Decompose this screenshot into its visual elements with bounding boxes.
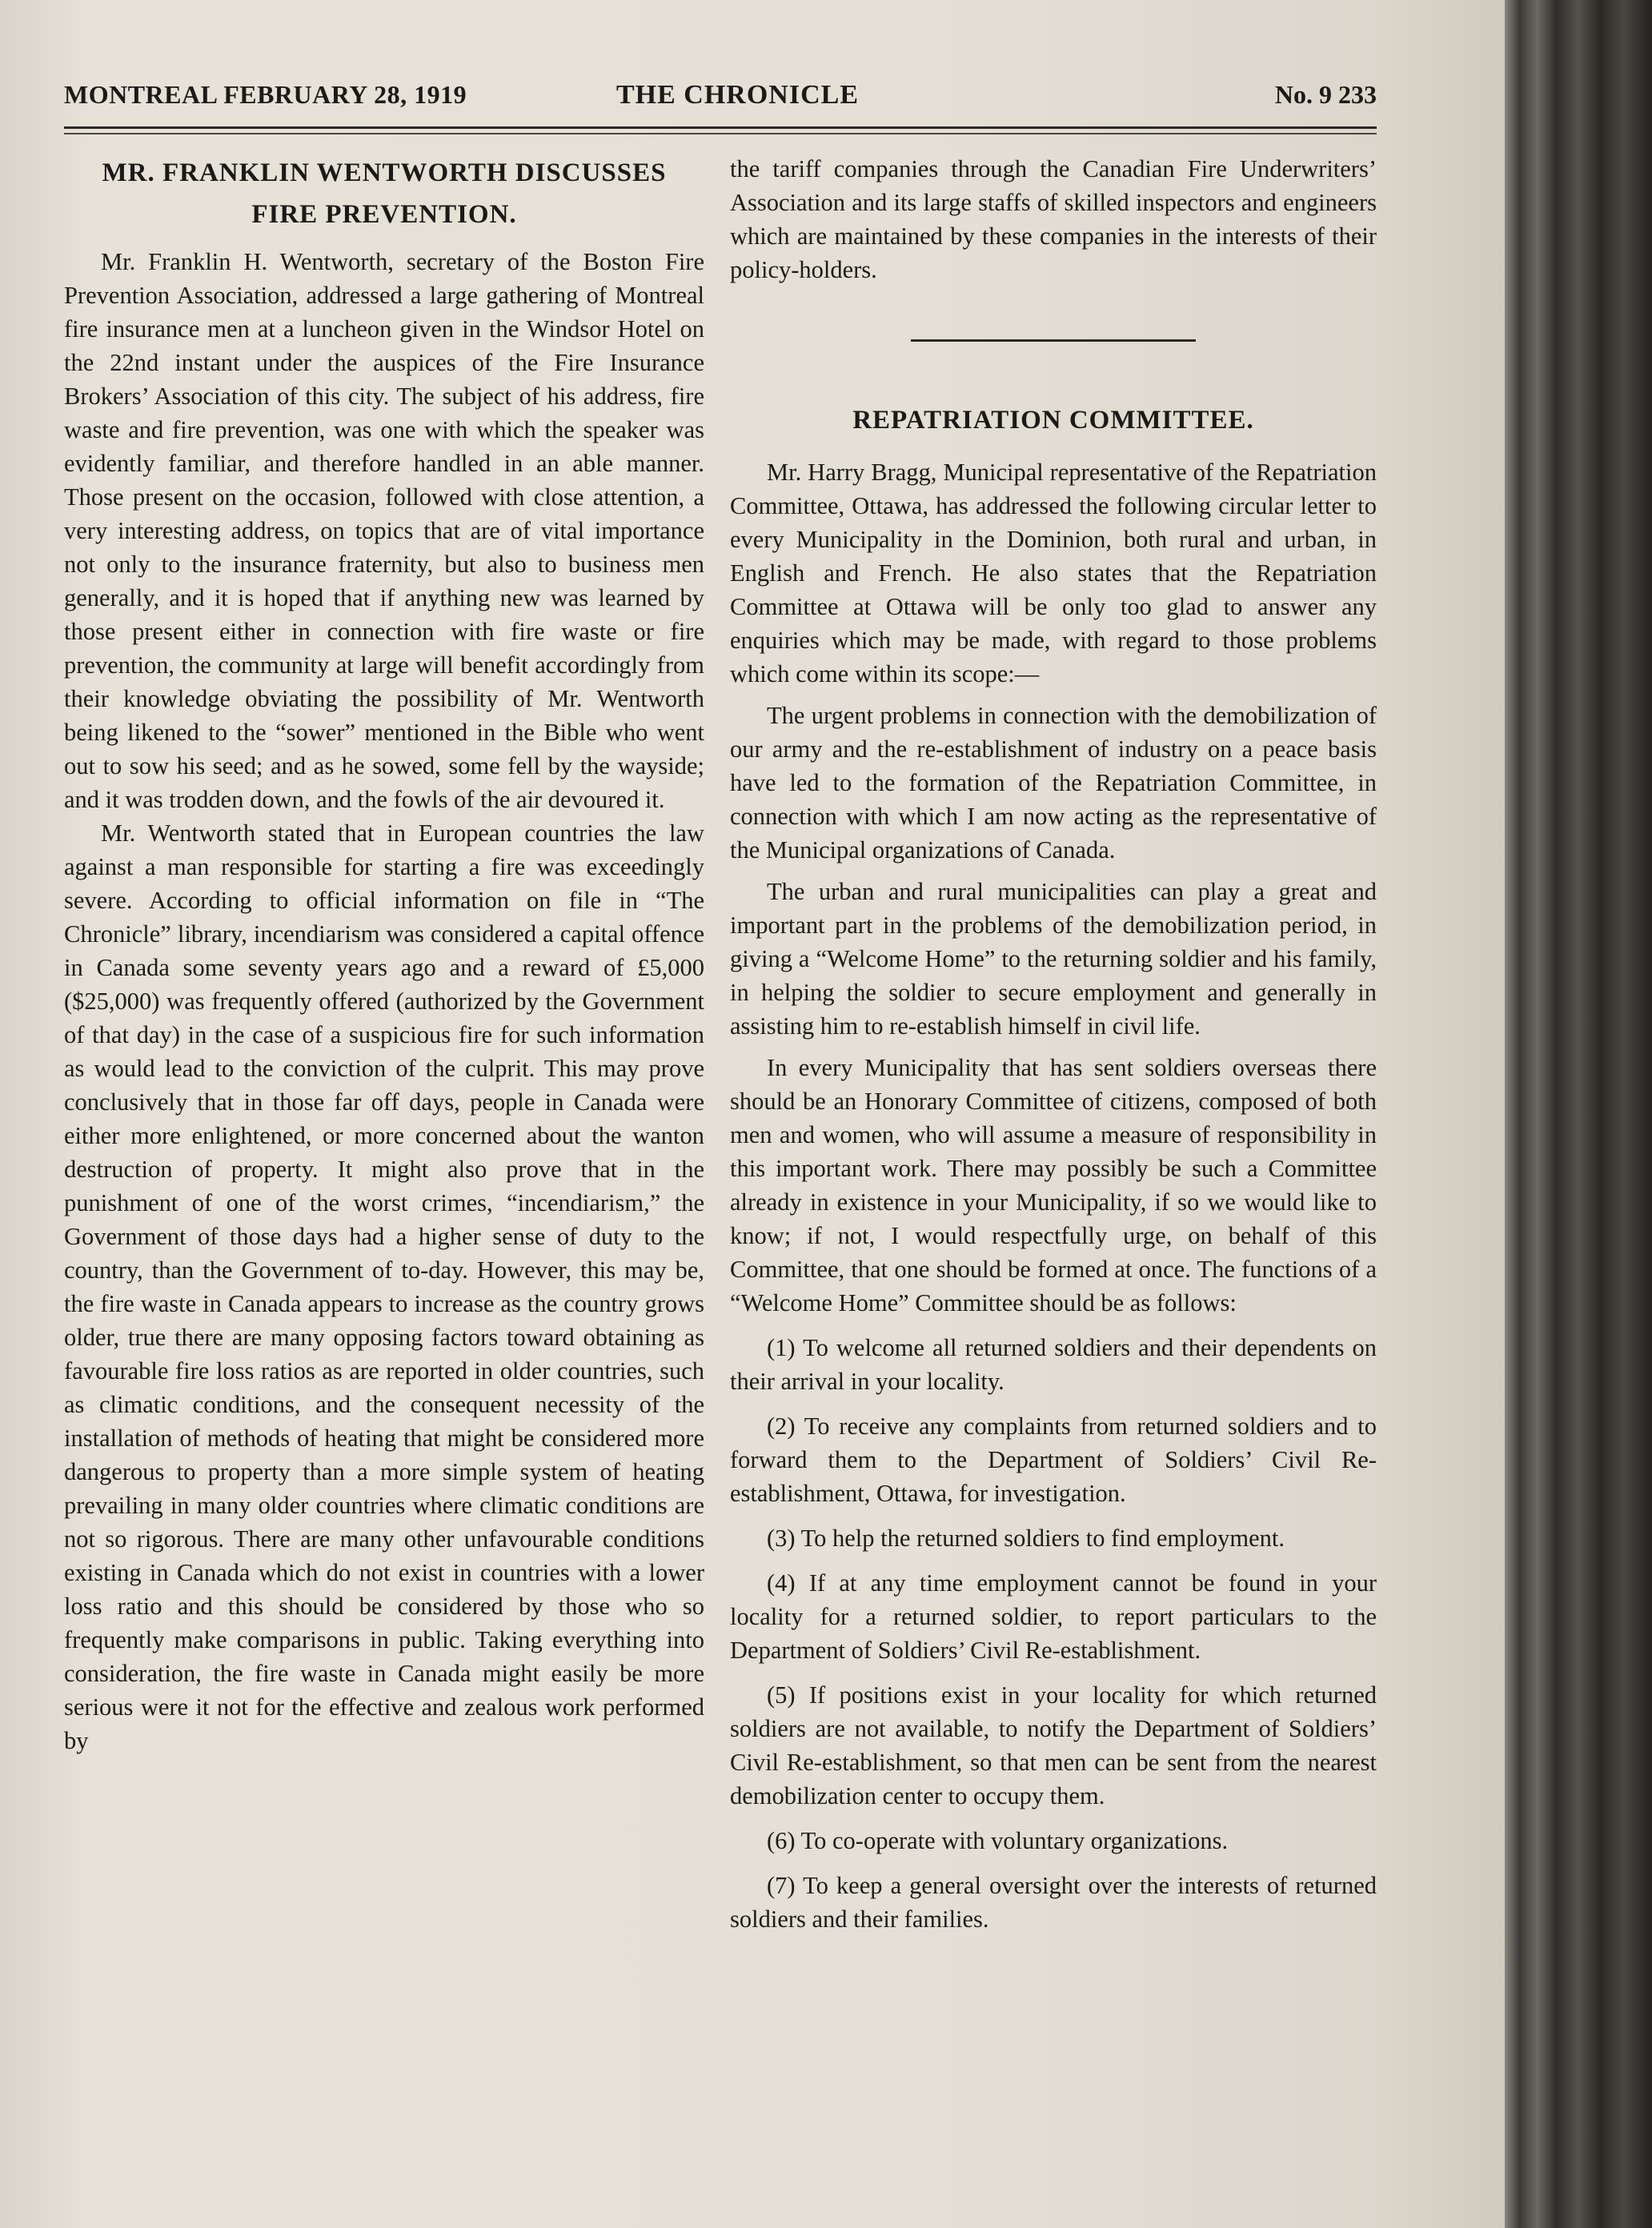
running-head — [64, 80, 1377, 115]
function-item-2: (2) To receive any complaints from returned soldiers and to forward them to the Department of Soldiers’ Civil Re-establishment, Ottawa, for investigation. — [730, 1413, 1377, 1507]
article2-title: REPATRIATION COMMITTEE. — [852, 406, 1254, 435]
article2-paragraph-1: The urgent problems in connection with the demobilization of our army and the re-establishment of industry on a peace basis have led to the formation of the Repatriation Committee, in connection with which I am now acting as the representative of the Municipal organizations of Canada. — [730, 702, 1377, 864]
article1-paragraph-1: Mr. Franklin H. Wentworth, secretary of the Boston Fire Prevention Association, addressed a large gathering of Montreal fire insurance men at a luncheon given in the Windsor Hotel on the 22nd instant under the auspices of the Fire Insurance Brokers’ Association of this city. The subject of his address, fire waste and fire prevention, was one with which the speaker was evidently familiar, and therefore handled in an able manner. Those present on the occasion, followed with close attention, a very interesting address, on topics that are of vital importance not only to the insurance fraternity, but also to business men generally, and it is hoped that if anything new was learned by those present either in connection with fire waste or fire prevention, the community at large will benefit accordingly from their knowledge obviating the possibility of Mr. Wentworth being likened to the “sower” mentioned in the Bible who went out to sow his seed; and as he sowed, some fell by the wayside; and it was trodden down, and the fowls of the air devoured it. — [64, 248, 704, 813]
article1-paragraph-2: Mr. Wentworth stated that in European countries the law against a man responsible for starting a fire was exceedingly severe. According to official information on file in “The Chronicle” library, incendiarism was considered a capital offence in Canada some seventy years ago and a reward of £5,000 ($25,000) was frequently offered (authorized by the Government of that day) in the case of a suspicious fire for such information as would lead to the conviction of the culprit. This may prove conclusively that in those far off days, people in Canada were either more enlightened, or more concerned about the wanton destruction of property. It might also prove that in the punishment of one of the worst crimes, “incendiarism,” the Government of those days had a higher sense of duty to the country, than the Government of to-day. However, this may be, the fire waste in Canada appears to increase as the country grows older, true there are many opposing factors toward obtaining as favourable fire loss ratios as are reported in older countries, such as climatic conditions, and the consequent necessity of the installation of methods of heating that might be considered more dangerous to property than a more simple system of heating prevailing in many older countries where climatic conditions are not so rigorous. There are many other unfavourable conditions existing in Canada which do not exist in countries with a lower loss ratio and this should be considered by those who so frequently make comparisons in public. Taking everything into consideration, the fire waste in Canada might easily be more serious were it not for the effective and zealous work performed by — [64, 819, 704, 1754]
function-item-6: (6) To co-operate with voluntary organizations. — [767, 1827, 1229, 1854]
header-rule — [64, 126, 1377, 129]
function-item-7: (7) To keep a general oversight over the interests of returned soldiers and their families. — [730, 1872, 1377, 1933]
article2-paragraph-2: The urban and rural municipalities can play a great and important part in the problems of the demobilization period, in giving a “Welcome Home” to the returning soldier and his family, in helping the soldier to secure employment and generally in assisting him to re-establish himself in civil life. — [730, 878, 1377, 1040]
function-item-1: (1) To welcome all returned soldiers and their dependents on their arrival in your locality. — [730, 1334, 1377, 1395]
article1-title-line2: FIRE PREVENTION. — [251, 200, 517, 229]
function-item-3: (3) To help the returned soldiers to find employment. — [767, 1525, 1285, 1552]
header-rule-thin — [64, 133, 1377, 134]
article1-title — [64, 152, 704, 235]
header-publication-title: THE CHRONICLE — [616, 80, 859, 110]
article2-paragraph-3: In every Municipality that has sent soldiers overseas there should be an Honorary Committee of citizens, composed of both men and women, who will assume a measure of responsibility in this important work. There may possibly be such a Committee already in existence in your Municipality, if so we would like to know; if not, I would respectfully urge, on behalf of this Committee, that one should be formed at once. The functions of a “Welcome Home” Committee should be as follows: — [730, 1054, 1377, 1316]
article1-continuation: the tariff companies through the Canadian Fire Underwriters’ Association and its large staffs of skilled inspectors and engineers which are maintained by these companies in the interests of their policy-holders. — [730, 155, 1377, 283]
function-item-5: (5) If positions exist in your locality for which returned soldiers are not available, to notify the Department of Soldiers’ Civil Re-establishment, so that men can be sent from the nearest demobilization center to occupy them. — [730, 1681, 1377, 1809]
right-column — [730, 152, 1377, 1936]
header-issue-page: No. 9 233 — [1274, 80, 1377, 109]
left-column — [64, 152, 704, 1757]
header-dateline: MONTREAL FEBRUARY 28, 1919 — [64, 80, 467, 109]
book-binding-edge — [1505, 0, 1652, 2228]
article1-title-line1: MR. FRANKLIN WENTWORTH DISCUSSES — [102, 158, 667, 187]
article2-intro: Mr. Harry Bragg, Municipal representative of the Repatriation Committee, Ottawa, has addressed the following circular letter to every Municipality in the Dominion, both rural and urban, in English and French. He also states that the Repatriation Committee at Ottawa will be only too glad to answer any enquiries which may be made, with regard to those problems which come within its scope:— — [730, 459, 1377, 687]
function-item-4: (4) If at any time employment cannot be found in your locality for a returned soldier, to report particulars to the Department of Soldiers’ Civil Re-establishment. — [730, 1569, 1377, 1664]
article-separator-rule — [911, 339, 1196, 342]
